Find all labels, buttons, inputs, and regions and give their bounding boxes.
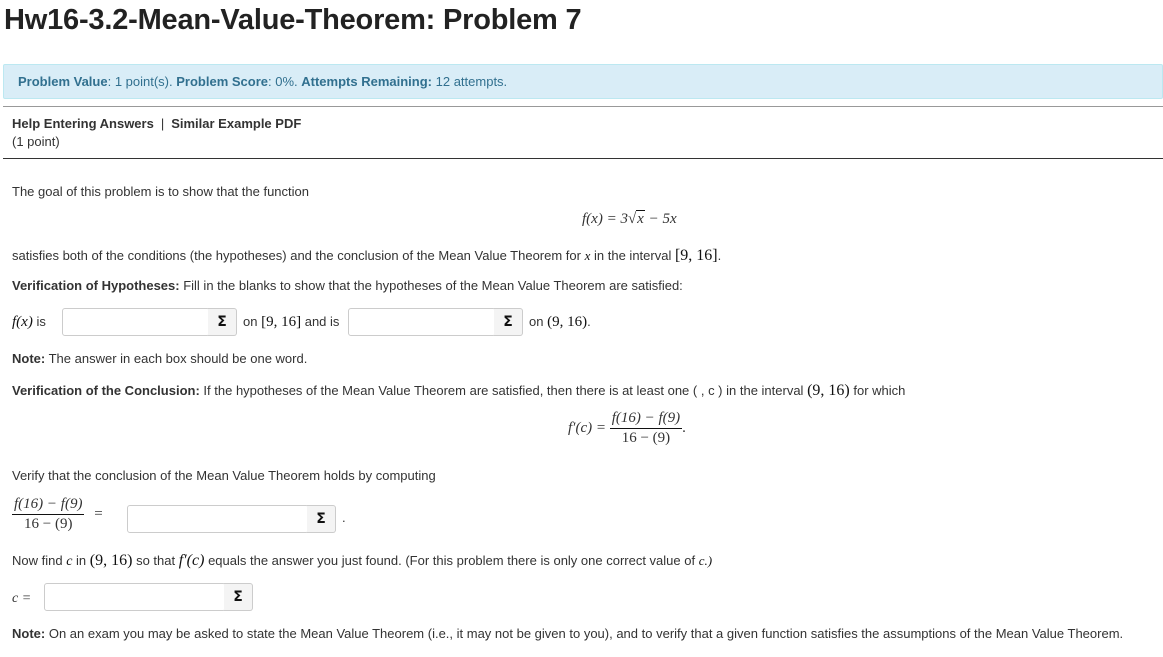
mvt-formula: f′(c) = $\frac{f(16) - f(9)}{16 - (9)}$ .: [568, 410, 686, 446]
problem-links: [12, 116, 301, 131]
problem-value: : 1 point(s).: [107, 74, 173, 89]
quotient-period: .: [342, 510, 346, 525]
problem-points: (1 point): [12, 134, 60, 149]
problem-score: : 0%.: [268, 74, 298, 89]
c-equals-label: c =: [12, 591, 32, 606]
conclusion-heading: Verification of the Conclusion: If the hypotheses of the Mean Value Theorem are satisfied, then there is at least one ( , c ) in the interval (9, 16) for which: [12, 382, 906, 399]
similar-example-pdf-link[interactable]: Similar Example PDF: [171, 116, 302, 131]
divider-top: [3, 106, 1163, 107]
problem-value-label: Problem Value: [18, 74, 108, 89]
problem-info-bar: [3, 64, 1163, 99]
hyp-on-open: on (9, 16).: [529, 314, 591, 330]
problem-score-label: Problem Score: [176, 74, 269, 89]
quotient-answer[interactable]: [127, 505, 309, 533]
quotient-fraction: $\frac{f(16) - f(9)}{16 - (9)}$ =: [14, 496, 103, 532]
attempts-remaining: 12 attempts.: [435, 74, 508, 89]
attempts-remaining-label: Attempts Remaining:: [301, 74, 432, 89]
hyp-label-fx: f(x) is: [12, 314, 46, 330]
page-title: Hw16-3.2-Mean-Value-Theorem: Problem 7: [4, 4, 582, 36]
find-c-text: Now find c in (9, 16) so that f′(c) equals the answer you just found. (For this problem there is only one correct value of c.): [12, 552, 713, 569]
equation-editor-button-2[interactable]: Σ: [494, 308, 523, 336]
function-definition: f(x) = 3√x − 5x: [582, 211, 677, 227]
verify-text: Verify that the conclusion of the Mean Value Theorem holds by computing: [12, 468, 436, 483]
hypothesis-answer-1[interactable]: [62, 308, 210, 336]
divider-bottom: [3, 158, 1163, 159]
hyp-on-closed: on [9, 16] and is: [243, 314, 340, 330]
note-one-word: Note: The answer in each box should be one word.: [12, 351, 308, 366]
intro-text: The goal of this problem is to show that the function: [12, 184, 310, 199]
hypothesis-answer-2[interactable]: [348, 308, 496, 336]
equation-editor-button-3[interactable]: Σ: [307, 505, 336, 533]
help-entering-answers-link[interactable]: Help Entering Answers: [12, 116, 154, 131]
satisfies-text: satisfies both of the conditions (the hypotheses) and the conclusion of the Mean Value Theorem for x in the interval [9, 16].: [12, 247, 722, 264]
c-value-answer[interactable]: [44, 583, 226, 611]
equation-editor-button-4[interactable]: Σ: [224, 583, 253, 611]
equation-editor-button-1[interactable]: Σ: [208, 308, 237, 336]
hypotheses-heading: Verification of Hypotheses: Fill in the blanks to show that the hypotheses of the Mean Value Theorem are satisfied:: [12, 278, 683, 293]
note-exam: Note: On an exam you may be asked to state the Mean Value Theorem (i.e., it may not be given to you), and to verify that a given function satisfies the assumptions of the Mean Value Theorem.: [12, 626, 1124, 641]
link-separator: |: [160, 116, 165, 131]
